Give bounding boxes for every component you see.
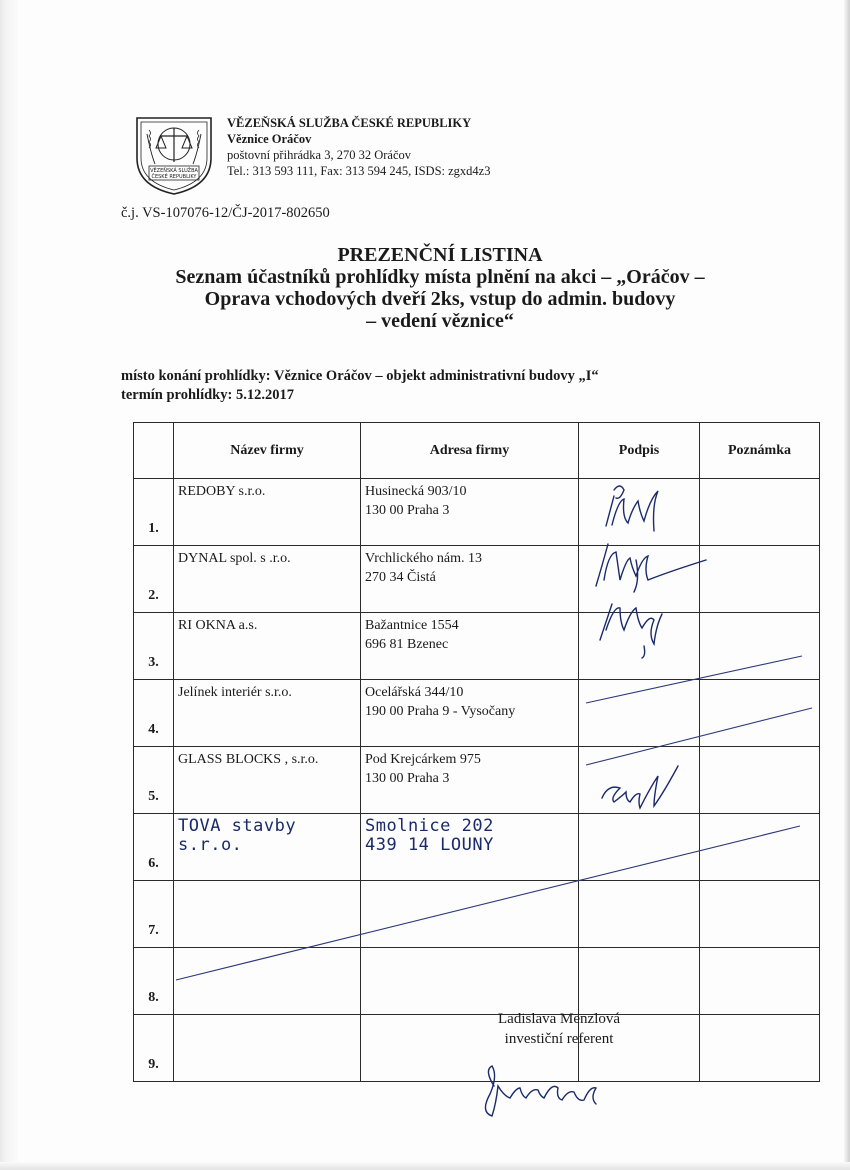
address-city: 190 00 Praha 9 - Vysočany: [365, 704, 516, 719]
header-signature: Podpis: [579, 423, 700, 479]
title-line-2: Seznam účastníků prohlídky místa plnění na akci – „Oráčov –: [175, 266, 705, 288]
company-address: [361, 680, 579, 747]
signature-cell: [579, 613, 700, 680]
company-address: [361, 613, 579, 680]
inspection-date: termín prohlídky: 5.12.2017: [121, 387, 294, 403]
note-cell: [700, 814, 820, 881]
org-contacts: Tel.: 313 593 111, Fax: 313 594 245, ISDS: zgxd4z3: [227, 164, 491, 178]
signature-cell: [579, 881, 700, 948]
company-address-handwritten: [361, 814, 579, 881]
table-row: [134, 680, 820, 747]
address-city: 130 00 Praha 3: [365, 503, 450, 518]
table-row: [134, 546, 820, 613]
row-number: 2.: [134, 546, 174, 613]
org-header: [227, 115, 490, 179]
document-title: [110, 244, 770, 332]
address-street: Husinecká 903/10: [365, 484, 467, 499]
address-street: Ocelářská 344/10: [365, 685, 464, 700]
row-number: 4.: [134, 680, 174, 747]
svg-text:ČESKÉ REPUBLIKY: ČESKÉ REPUBLIKY: [151, 174, 197, 180]
table-row: [134, 948, 820, 1015]
note-cell: [700, 613, 820, 680]
attendance-table: [133, 422, 820, 1082]
signatory-role: investiční referent: [504, 1031, 614, 1047]
header-address: Adresa firmy: [361, 423, 579, 479]
company-name: [174, 881, 361, 948]
company-name: [174, 1015, 361, 1082]
company-address: [361, 881, 579, 948]
note-cell: [700, 747, 820, 814]
title-line-4: – vedení věznice“: [366, 310, 514, 332]
note-cell: [700, 479, 820, 546]
title-line-1: PREZENČNÍ LISTINA: [337, 244, 543, 266]
company-name: [174, 948, 361, 1015]
org-unit: Věznice Oráčov: [227, 132, 312, 146]
scan-edge-bottom: [0, 1162, 850, 1170]
table-row: [134, 479, 820, 546]
scan-edge-right: [844, 0, 850, 1170]
row-number: 3.: [134, 613, 174, 680]
row-number: 8.: [134, 948, 174, 1015]
inspection-meta: [121, 367, 599, 405]
table-row: [134, 814, 820, 881]
signature-cell: [579, 546, 700, 613]
signature-cell: [579, 814, 700, 881]
note-cell: [700, 948, 820, 1015]
header-number: [134, 423, 174, 479]
address-city: 439 14 LOUNY: [365, 835, 494, 855]
address-city: 270 34 Čistá: [365, 570, 436, 585]
table-row: [134, 747, 820, 814]
company-name: REDOBY s.r.o.: [174, 479, 361, 546]
address-street: Pod Krejcárkem 975: [365, 752, 481, 767]
header-company: Název firmy: [174, 423, 361, 479]
org-address: poštovní přihrádka 3, 270 32 Oráčov: [227, 148, 411, 162]
address-street: Vrchlického nám. 13: [365, 551, 482, 566]
address-street: Bažantnice 1554: [365, 618, 459, 633]
company-address: [361, 747, 579, 814]
row-number: 1.: [134, 479, 174, 546]
row-number: 7.: [134, 881, 174, 948]
signature-cell: [579, 948, 700, 1015]
company-name: GLASS BLOCKS , s.r.o.: [174, 747, 361, 814]
table-row: [134, 881, 820, 948]
company-address: [361, 948, 579, 1015]
table-row: [134, 613, 820, 680]
signature-cell: [579, 680, 700, 747]
note-cell: [700, 1015, 820, 1082]
company-address: [361, 546, 579, 613]
scan-edge-left: [0, 0, 18, 1170]
table-row: [134, 1015, 820, 1082]
signatory-block: [498, 1009, 620, 1049]
title-line-3: Oprava vchodových dveří 2ks, vstup do admin. budovy: [204, 288, 676, 310]
row-number: 6.: [134, 814, 174, 881]
note-cell: [700, 881, 820, 948]
header-note: Poznámka: [700, 423, 820, 479]
inspection-place: místo konání prohlídky: Věznice Oráčov – objekt administrativní budovy „I“: [121, 368, 599, 384]
company-name: DYNAL spol. s .r.o.: [174, 546, 361, 613]
state-seal-icon: [131, 114, 217, 196]
address-street: Smolnice 202: [365, 816, 494, 836]
note-cell: [700, 546, 820, 613]
company-name: RI OKNA a.s.: [174, 613, 361, 680]
company-name: Jelínek interiér s.r.o.: [174, 680, 361, 747]
address-city: 130 00 Praha 3: [365, 771, 450, 786]
row-number: 9.: [134, 1015, 174, 1082]
company-address: [361, 479, 579, 546]
row-number: 5.: [134, 747, 174, 814]
signature-cell: [579, 747, 700, 814]
reference-number: č.j. VS-107076-12/ČJ-2017-802650: [121, 205, 330, 221]
signatory-name: Ladislava Menzlová: [498, 1011, 621, 1027]
org-name: VĚZEŇSKÁ SLUŽBA ČESKÉ REPUBLIKY: [227, 116, 472, 130]
signature-cell: [579, 479, 700, 546]
table-header-row: [134, 423, 820, 479]
company-name-handwritten: TOVA stavby s.r.o.: [174, 814, 361, 881]
address-city: 696 81 Bzenec: [365, 637, 449, 652]
svg-text:VĚZEŇSKÁ SLUŽBA: VĚZEŇSKÁ SLUŽBA: [150, 168, 198, 174]
note-cell: [700, 680, 820, 747]
